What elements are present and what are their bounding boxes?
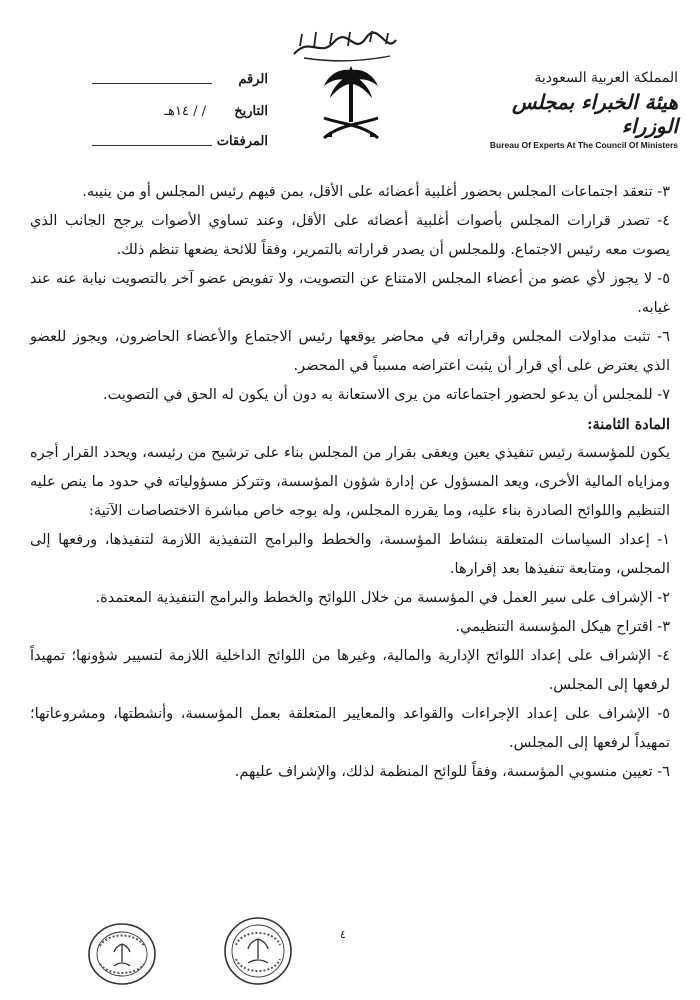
attachments-line — [92, 145, 212, 146]
list-item: ٥- الإشراف على إعداد الإجراءات والقواعد والمعايير المتعلقة بعمل المؤسسة، وأنشطتها، ومشروعاتها؛ تمهيداً لرفعها إلى المجلس. — [30, 706, 670, 751]
list-item: ٣- اقتراح هيكل المؤسسة التنظيمي. — [455, 619, 670, 635]
article-intro: يكون للمؤسسة رئيس تنفيذي يعين ويعفى بقرار من المجلس بناء على ترشيح من رئيسه، ويحدد القرار أجره ومزاياه المالية الأخرى، ويعد المسؤول عن إدارة شؤون المؤسسة، وتتركز مسؤولياته في حدود ما ينص عليه التنظيم واللوائح الصادرة بناء عليه، وما يقرره المجلس، وله بوجه خاص مباشرة الاختصاصات الآتية: — [30, 445, 670, 519]
bureau-name-ar: هيئة الخبراء بمجلس الوزراء — [511, 90, 678, 138]
list-item: ٦- تثبت مداولات المجلس وقراراته في محاضر يوقعها رئيس الاجتماع والأعضاء الحاضرون، ويجوز للعضو الذي يعترض على أي قرار أن يثبت اعتراضه مسبباً في المحضر. — [30, 329, 670, 374]
list-item: ٥- لا يجوز لأي عضو من أعضاء المجلس الامتناع عن التصويت، ولا تفويض عضو آخر بالتصويت نيابة عنه عند غيابه. — [30, 271, 670, 316]
country-name-ar: المملكة العربية السعودية — [534, 70, 678, 86]
list-item: ٣- تنعقد اجتماعات المجلس بحضور أغلبية أعضائه على الأقل، بمن فيهم رئيس المجلس أو من ينيبه. — [82, 184, 670, 200]
date-label: التاريخ — [234, 104, 268, 119]
list-item: ٤- الإشراف على إعداد اللوائح الإدارية والمالية، وغيرها من اللوائح الداخلية اللازمة لتسيير شؤونها؛ تمهيداً لرفعها إلى المجلس. — [30, 648, 670, 693]
page-number: ٤ — [340, 928, 346, 941]
ref-line — [92, 83, 212, 84]
list-item: ٧- للمجلس أن يدعو لحضور اجتماعاته من يرى الاستعانة به دون أن يكون له الحق في التصويت. — [103, 387, 670, 403]
article-heading: المادة الثامنة: — [587, 416, 670, 433]
palm-swords-emblem-icon — [318, 62, 384, 146]
date-value: / / ١٤هـ — [164, 104, 206, 119]
official-stamp-left — [86, 918, 158, 990]
list-item: ٦- تعيين منسوبي المؤسسة، وفقاً للوائح المنظمة لذلك، والإشراف عليهم. — [234, 764, 670, 780]
list-item: ٤- تصدر قرارات المجلس بأصوات أغلبية أعضائه على الأقل، وعند تساوي الأصوات يرجح الجانب الذي يصوت معه رئيس الاجتماع. وللمجلس أن يصدر قراراته بالتمرير، وفقاً للائحة يضعها تنظم ذلك. — [30, 213, 670, 258]
official-stamp-right — [222, 915, 294, 987]
document-body — [30, 178, 670, 787]
list-item: ١- إعداد السياسات المتعلقة بنشاط المؤسسة، والخطط والبرامج التنفيذية اللازمة لتنفيذها، ورفعها إلى المجلس، ومتابعة تنفيذها بعد إقرارها. — [30, 532, 670, 577]
basmala — [290, 28, 400, 62]
ref-label: الرقم — [238, 72, 268, 87]
bureau-name-en: Bureau Of Experts At The Council Of Ministers — [489, 140, 678, 150]
list-item: ٢- الإشراف على سير العمل في المؤسسة من خلال اللوائح والخطط والبرامج التنفيذية المعتمدة. — [95, 590, 670, 606]
attachments-label: المرفقات — [216, 134, 268, 149]
